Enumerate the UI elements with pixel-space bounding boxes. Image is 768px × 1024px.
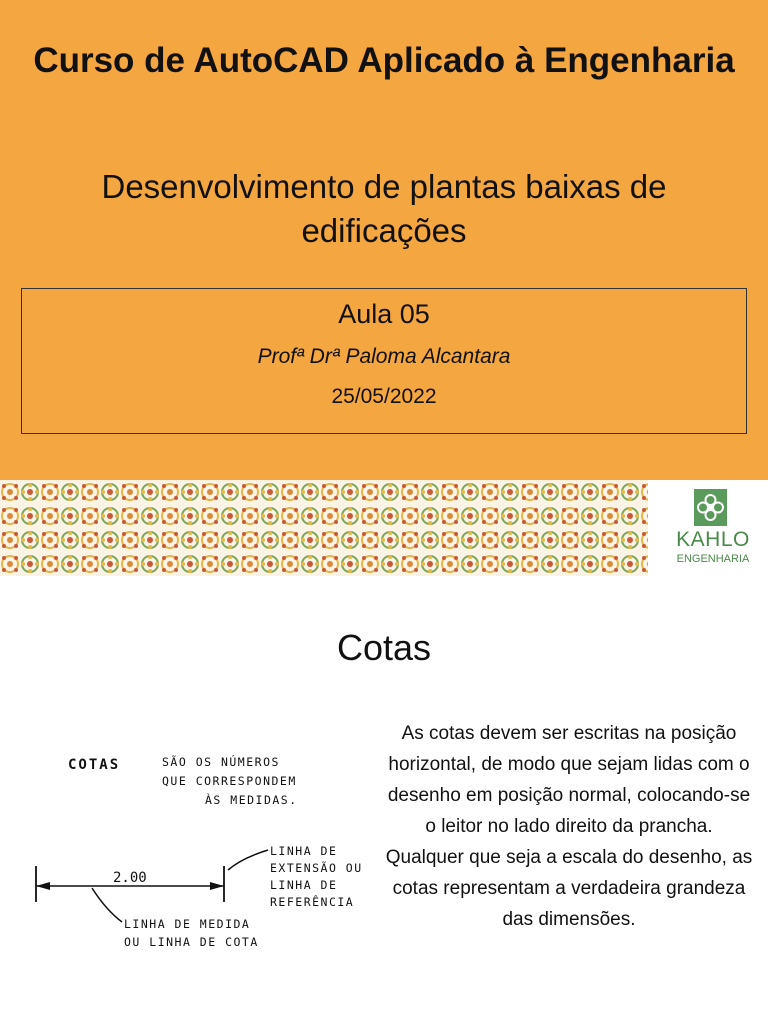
measure-leader-line [92,888,122,922]
right-arrow-icon [210,882,224,890]
left-arrow-icon [36,882,50,890]
course-title: Curso de AutoCAD Aplicado à Engenharia [33,41,735,80]
figure-heading: COTAS [68,757,121,773]
lesson-number: Aula 05 [338,299,430,329]
decorative-tile-pattern [0,480,648,576]
measure-label-line-1: LINHA DE MEDIDA [124,917,251,931]
clover-tile-icon [694,489,727,526]
extension-label-line-3: LINHA DE [270,878,338,892]
lesson-date: 25/05/2022 [331,385,437,408]
extension-label-line-4: REFERÊNCIA [270,895,355,909]
logo-name: KAHLO [676,528,750,551]
slide-title: Cotas [336,627,432,668]
dimension-diagram [20,738,380,963]
extension-label-line-1: LINHA DE [270,844,338,858]
professor-name: Profª Drª Paloma Alcantara [257,345,511,368]
definition-line-3: ÀS MEDIDAS. [205,793,298,807]
dimension-value: 2.00 [113,870,147,886]
extension-leader-line [228,850,268,870]
definition-line-1: SÃO OS NÚMEROS [162,755,280,769]
lesson-info-box [21,288,747,434]
measure-label-line-2: OU LINHA DE COTA [124,935,259,949]
tile-pattern-graphic [0,480,648,576]
extension-label-line-2: EXTENSÃO OU [270,861,363,875]
course-subtitle: Desenvolvimento de plantas baixas de edificações [101,168,667,249]
definition-line-2: QUE CORRESPONDEM [162,774,297,788]
logo-subtitle: ENGENHARIA [676,553,750,565]
title-slide [0,0,768,480]
cotas-description: As cotas devem ser escritas na posição horizontal, de modo que sejam lidas com o desenho em posição normal, colocando-se o leitor no lado direito da prancha. Qualquer que seja a escala do desenho, as cotas representam a verdadeira grandeza das dimensões. [385,723,753,930]
